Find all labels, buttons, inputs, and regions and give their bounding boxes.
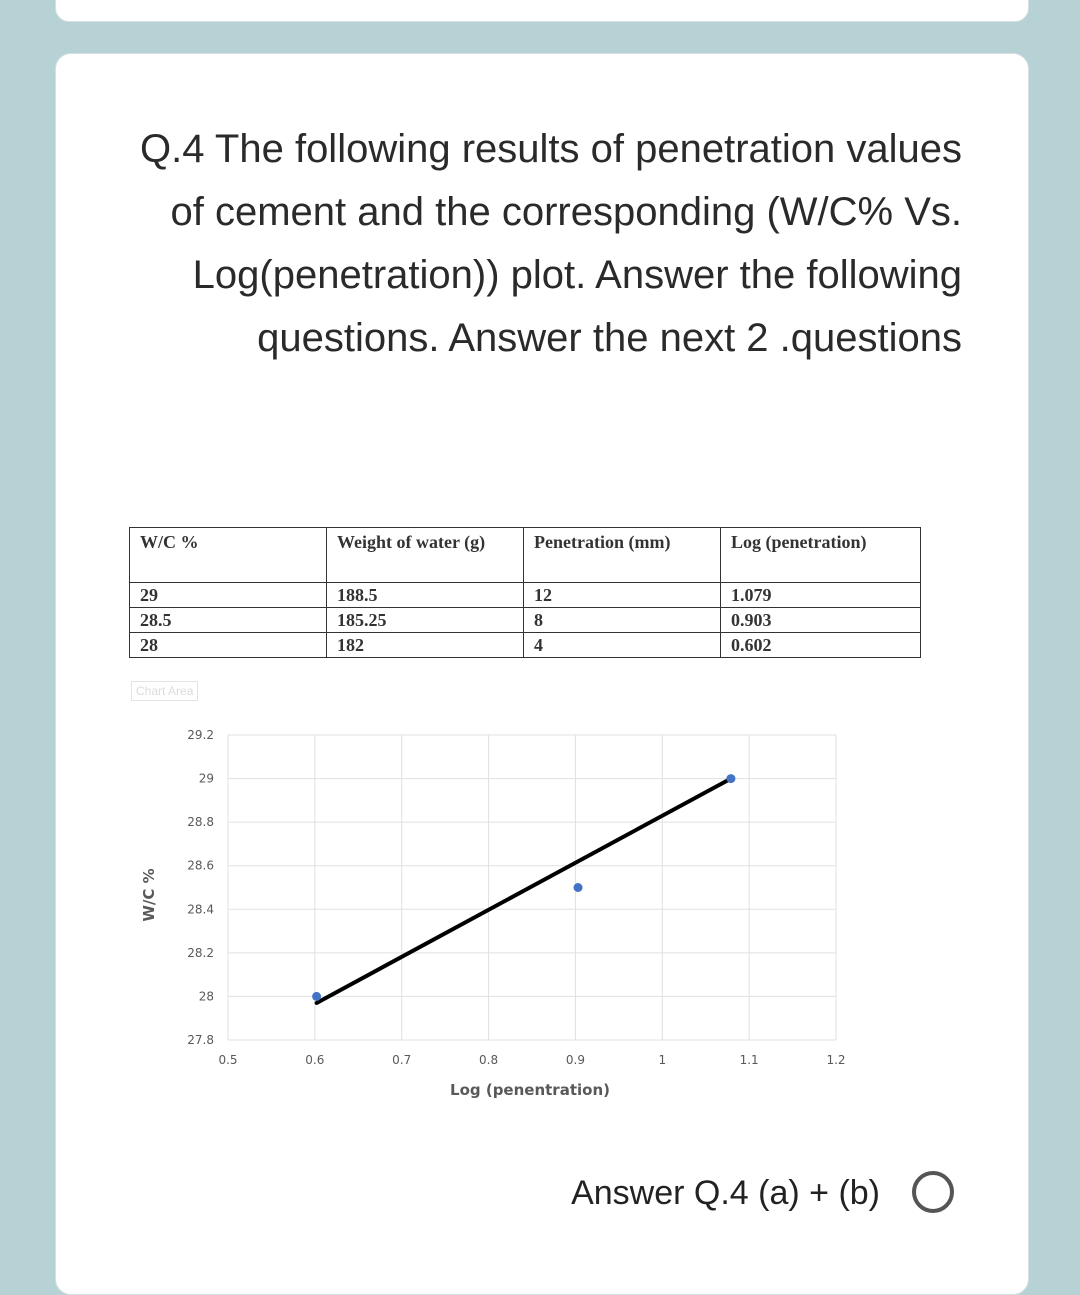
y-tick-label: 29.2	[187, 728, 214, 742]
y-tick-label: 28	[198, 989, 214, 1004]
table-header: Weight of water (g)	[327, 528, 524, 583]
y-tick-label: 28.2	[187, 945, 214, 960]
table-cell: 185.25	[327, 608, 524, 633]
table-cell: 28.5	[130, 608, 327, 633]
trendline	[317, 779, 731, 1003]
table-cell: 0.602	[721, 633, 921, 658]
data-points	[312, 774, 735, 1001]
table-row	[130, 608, 921, 633]
data-point	[726, 774, 735, 783]
answer-radio-button[interactable]	[912, 1171, 954, 1213]
previous-card	[55, 0, 1029, 22]
table-cell: 29	[130, 583, 327, 608]
table-row	[130, 583, 921, 608]
trendline-group	[317, 779, 731, 1003]
x-axis-ticks	[218, 1053, 845, 1067]
table-header-row	[130, 528, 921, 583]
table-header: Log (penetration)	[721, 528, 921, 583]
y-axis-label: W/C %	[140, 868, 158, 922]
x-tick-label: 0.6	[305, 1053, 325, 1067]
table-cell: 12	[524, 583, 721, 608]
y-tick-label: 28.4	[187, 902, 214, 917]
x-tick-label: 1	[658, 1053, 667, 1067]
y-tick-label: 28.8	[187, 815, 214, 830]
answer-option-label[interactable]: Answer Q.4 (a) + (b)	[571, 1174, 880, 1212]
table-row	[130, 633, 921, 658]
table-header: W/C %	[130, 528, 327, 583]
table-cell: 28	[130, 633, 327, 658]
data-point	[312, 992, 321, 1001]
x-tick-label: 0.7	[392, 1053, 412, 1067]
x-tick-label: 1.2	[826, 1053, 846, 1067]
table-cell: 188.5	[327, 583, 524, 608]
table-cell: 0.903	[721, 608, 921, 633]
data-point	[574, 883, 583, 892]
x-axis-label: Log (penentration)	[450, 1081, 610, 1099]
table-cell: 1.079	[721, 583, 921, 608]
results-table	[129, 527, 921, 658]
y-tick-label: 28.6	[187, 858, 214, 873]
table-header: Penetration (mm)	[524, 528, 721, 583]
y-axis-ticks	[187, 728, 214, 1047]
x-tick-label: 0.5	[218, 1053, 238, 1067]
y-tick-label: 27.8	[187, 1033, 214, 1047]
question-text: Q.4 The following results of penetration values of cement and the corresponding (W/C% Vs. Log(penetration)) plot. Answer the following questions. Answer the next 2 .questions	[140, 127, 962, 360]
table-cell: 4	[524, 633, 721, 658]
x-tick-label: 1.1	[739, 1053, 759, 1067]
chart-area-tooltip: Chart Area	[131, 681, 198, 701]
table-cell: 182	[327, 633, 524, 658]
table-cell: 8	[524, 608, 721, 633]
x-tick-label: 0.8	[479, 1053, 499, 1067]
y-tick-label: 29	[198, 771, 214, 786]
scatter-chart	[130, 715, 850, 1115]
x-tick-label: 0.9	[565, 1053, 585, 1067]
